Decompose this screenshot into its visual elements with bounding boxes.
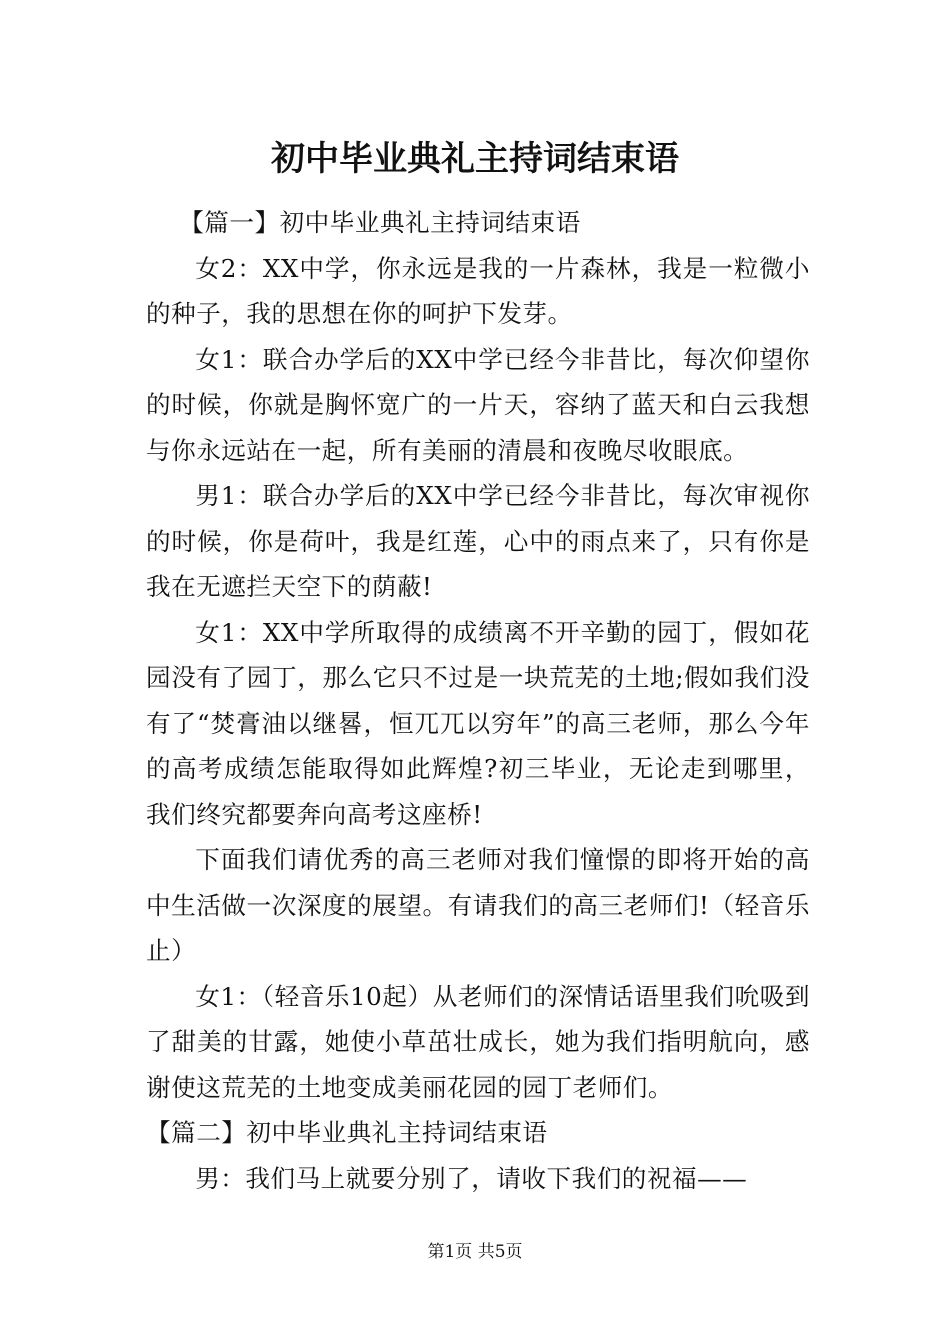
paragraph: 女1：XX中学所取得的成绩离不开辛勤的园丁，假如花园没有了园丁，那么它只不过是一块荒芜的土地;假如我们没有了“焚膏油以继晷，恒兀兀以穷年”的高三老师，那么今年的高考成绩怎能取得如此辉煌?初三毕业，无论走到哪里，我们终究都要奔向高考这座桥!	[146, 617, 810, 829]
paragraph: 女2：XX中学，你永远是我的一片森林，我是一粒微小的种子，我的思想在你的呵护下发芽。	[146, 253, 810, 328]
paragraph: 女1：（轻音乐10起）从老师们的深情话语里我们吮吸到了甜美的甘露，她使小草茁壮成长，她为我们指明航向，感谢使这荒芜的土地变成美丽花园的园丁老师们。	[146, 981, 810, 1102]
document-body	[146, 200, 810, 1201]
paragraph: 下面我们请优秀的高三老师对我们憧憬的即将开始的高中生活做一次深度的展望。有请我们的高三老师们!（轻音乐止）	[146, 845, 810, 965]
section-heading-2: 【篇二】初中毕业典礼主持词结束语	[146, 1118, 548, 1147]
paragraph: 男：我们马上就要分别了，请收下我们的祝福——	[195, 1163, 748, 1193]
paragraph: 女1：联合办学后的XX中学已经今非昔比，每次仰望你的时候，你就是胸怀宽广的一片天，容纳了蓝天和白云我想与你永远站在一起，所有美丽的清晨和夜晚尽收眼底。	[146, 344, 810, 465]
page-title: 初中毕业典礼主持词结束语	[271, 139, 679, 179]
section-heading-1: 【篇一】初中毕业典礼主持词结束语	[179, 208, 581, 237]
page-number-footer: 第1页 共5页	[427, 1242, 523, 1262]
paragraph: 男1：联合办学后的XX中学已经今非昔比，每次审视你的时候，你是荷叶，我是红莲，心中的雨点来了，只有你是我在无遮拦天空下的荫蔽!	[146, 481, 810, 601]
